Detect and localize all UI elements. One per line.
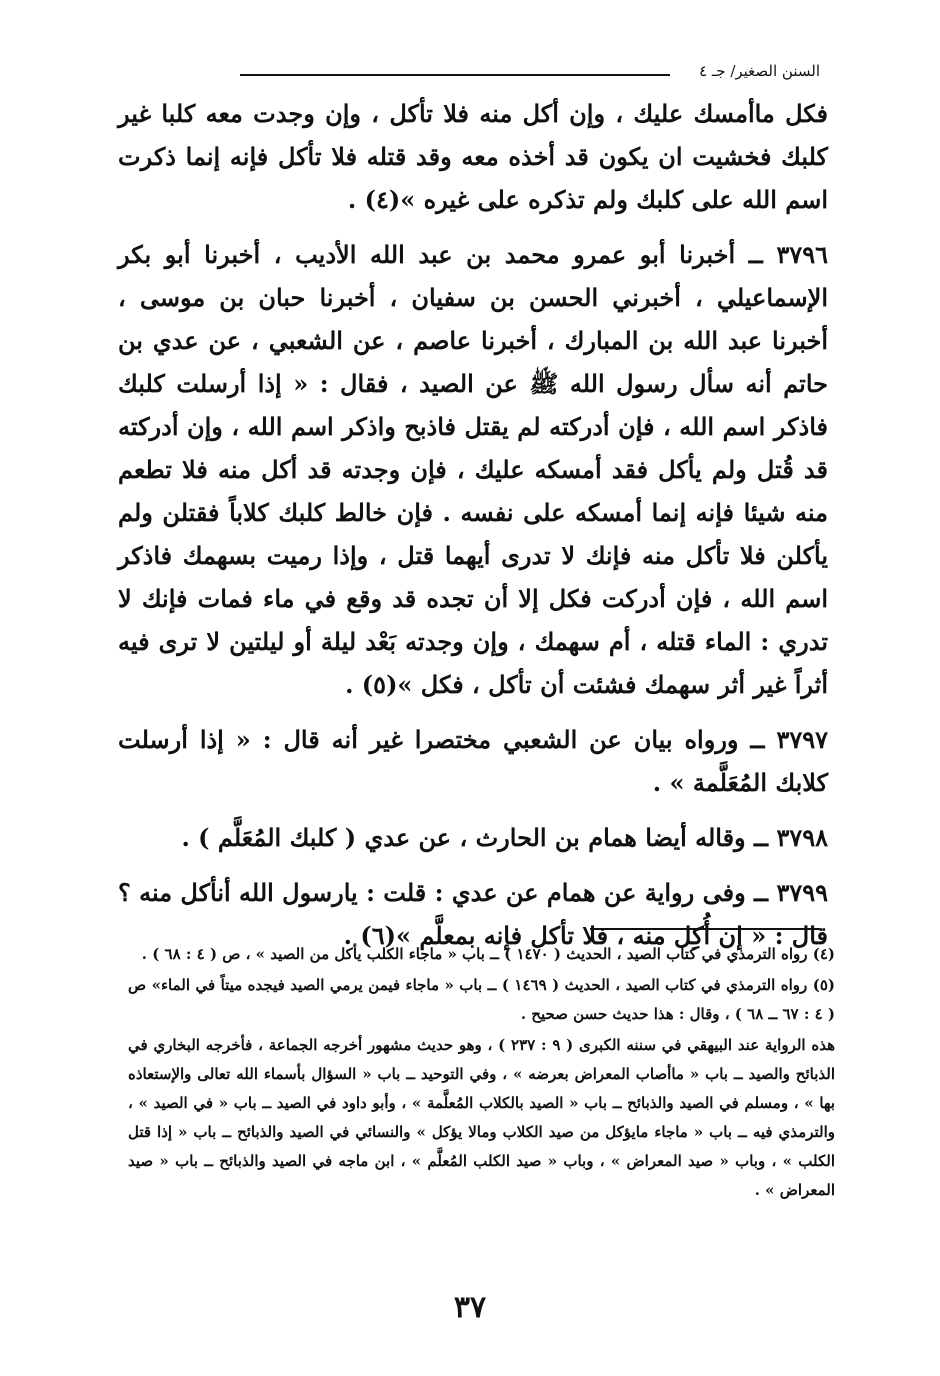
hadith-text: ــ وقاله أيضا همام بن الحارث ، عن عدي ( كلبك المُعَلَّم ) . xyxy=(181,823,769,852)
hadith-text: ــ وفى رواية عن همام عن عدي : قلت : يارسول الله أنأكل منه ؟ قال : « إن أُكِل منه ، فلا تأكل فإنه بمعلَّم »(٦) . xyxy=(118,878,828,950)
hadith-number: ٣٧٩٦ xyxy=(776,240,829,269)
footnotes xyxy=(128,940,835,1207)
header-title: السنن الصغير/ جـ ٤ xyxy=(699,62,820,80)
hadith-3796 xyxy=(118,233,828,706)
paragraph-continuation xyxy=(118,92,828,221)
footnote-6: هذه الرواية عند البيهقي في سننه الكبرى ( ٩ : ٢٣٧ ) ، وهو حديث مشهور أخرجه الجماعة ، فأخرجه البخاري في الذبائح والصيد ــ باب « ماأصاب المعراض بعرضه » ، وفي التوحيد ــ باب « السؤال بأسماء الله تعالى والإستعاذه بها » ، ومسلم في الصيد والذبائح ــ باب « الصيد بالكلاب المُعلَّمة » ، وأبو داود في الصيد ــ باب « في الصيد » ، والترمذي فيه ــ باب « ماجاء مايؤكل من صيد الكلاب ومالا يؤكل » والنسائي في الصيد والذبائح ــ باب « إذا قتل الكلب » ، وباب « صيد المعراض » ، وباب « صيد الكلب المُعلَّم » ، ابن ماجه في الصيد والذبائح ــ باب « صيد المعراض » . xyxy=(128,1036,835,1199)
hadith-text: ــ ورواه بيان عن الشعبي مختصرا غير أنه قال : « إذا أرسلت كلابك المُعَلَّمة » . xyxy=(118,725,828,797)
hadith-text: ــ أخبرنا أبو عمرو محمد بن عبد الله الأديب ، أخبرنا أبو بكر الإسماعيلي ، أخبرني الحسن بن سفيان ، أخبرنا حبان بن موسى ، أخبرنا عبد الله بن المبارك ، أخبرنا عاصم ، عن الشعبي ، عن عدي بن حاتم أنه سأل رسول الله ﷺ عن الصيد ، فقال : « إذا أرسلت كلبك فاذكر اسم الله ، فإن أدركته لم يقتل فاذبح واذكر اسم الله ، وإن أدركته قد قُتل ولم يأكل فقد أمسكه عليك ، فإن وجدته قد أكل منه فلا تطعم منه شيئا فإنه إنما أمسكه على نفسه . فإن خالط كلبك كلاباً فقتلن ولم يأكلن فلا تأكل منه فإنك لا تدرى أيهما قتل ، وإذا رميت بسهمك فاذكر اسم الله ، فإن أدركت فكل إلا أن تجده قد وقع في ماء فمات فإنك لا تدري : الماء قتله ، أم سهمك ، وإن وجدته بَعْد ليلة أو ليلتين لا ترى فيه أثراً غير أثر سهمك فشئت أن تأكل ، فكل »(٥) . xyxy=(118,240,829,699)
header-rule xyxy=(240,74,670,76)
page-number: ٣٧ xyxy=(453,1290,487,1325)
hadith-number: ٣٧٩٨ xyxy=(776,823,828,852)
hadith-3798 xyxy=(118,816,828,859)
hadith-3797 xyxy=(118,718,828,804)
hadith-number: ٣٧٩٧ xyxy=(776,725,828,754)
footnote-rule xyxy=(590,928,820,930)
footnote-4: (٤) رواه الترمذي في كتاب الصيد ، الحديث ( ١٤٧٠ ) ــ باب « ماجاء الكلب يأكل من الصيد » ، ص ( ٤ : ٦٨ ) . xyxy=(141,945,835,963)
hadith-number: ٣٧٩٩ xyxy=(776,878,828,907)
footnote-5: (٥) رواه الترمذي في كتاب الصيد ، الحديث ( ١٤٦٩ ) ــ باب « ماجاء فيمن يرمي الصيد فيجده ميتاً في الماء» ص ( ٤ : ٦٧ ــ ٦٨ ) ، وقال : هذا حديث حسن صحيح . xyxy=(128,976,835,1023)
paragraph-text: فكل ماأمسك عليك ، وإن أكل منه فلا تأكل ، وإن وجدت معه كلبا غير كلبك فخشيت ان يكون قد أخذه معه وقد قتله فلا تأكل فإنه إنما ذكرت اسم الله على كلبك ولم تذكره على غيره »(٤) . xyxy=(118,99,828,214)
main-text xyxy=(118,92,828,969)
running-header xyxy=(240,62,820,84)
